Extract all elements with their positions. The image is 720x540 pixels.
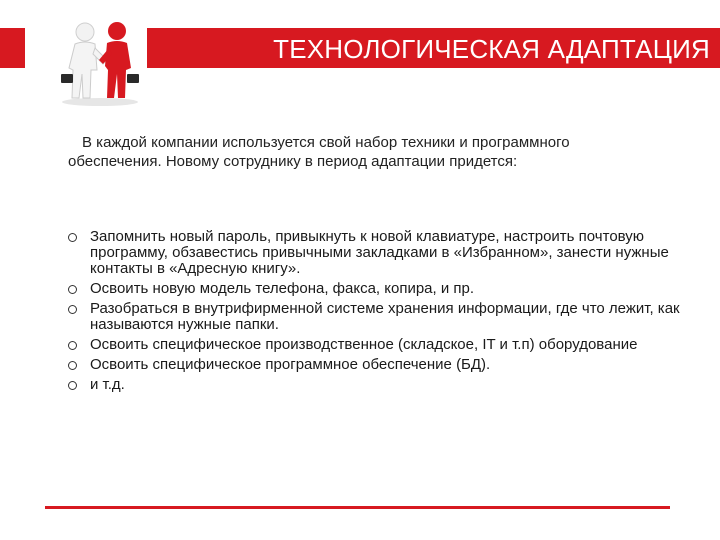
header-band-left — [0, 28, 25, 68]
list-item — [68, 301, 693, 333]
list-item — [68, 357, 693, 373]
handshake-figures-icon — [55, 18, 145, 108]
list-item — [68, 281, 693, 297]
list-item-text: Освоить специфическое производственное (складское, IT и т.п) оборудование — [90, 336, 638, 353]
list-item — [68, 229, 693, 277]
circle-bullet-icon — [68, 381, 77, 390]
circle-bullet-icon — [68, 361, 77, 370]
footer-divider — [45, 506, 670, 509]
list-item-text: и т.д. — [90, 376, 125, 393]
list-item-text: Освоить специфическое программное обеспечение (БД). — [90, 356, 491, 373]
intro-line-1: В каждой компании используется свой набор техники и программного — [82, 134, 570, 151]
adaptation-tasks-list — [68, 229, 693, 397]
list-item-text: Запомнить новый пароль, привыкнуть к новой клавиатуре, настроить почтовую программу, обзавестись привычными закладками в «Избранном», занести нужные контакты в «Адресную книгу». — [90, 228, 669, 277]
circle-bullet-icon — [68, 341, 77, 350]
page-title: ТЕХНОЛОГИЧЕСКАЯ АДАПТАЦИЯ — [273, 34, 710, 64]
circle-bullet-icon — [68, 285, 77, 294]
list-item — [68, 377, 693, 393]
intro-paragraph — [68, 133, 688, 171]
circle-bullet-icon — [68, 305, 77, 314]
intro-line-2: обеспечения. Новому сотруднику в период адаптации придется: — [68, 153, 518, 170]
circle-bullet-icon — [68, 233, 77, 242]
list-item-text: Разобраться в внутрифирменной системе хранения информации, где что лежит, как называются нужные папки. — [90, 300, 680, 333]
list-item-text: Освоить новую модель телефона, факса, копира, и пр. — [90, 280, 475, 297]
list-item — [68, 337, 693, 353]
